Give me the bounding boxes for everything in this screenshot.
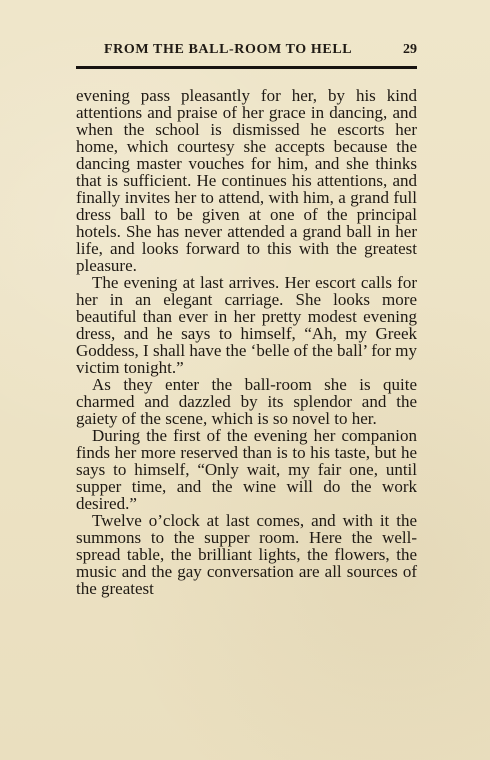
paragraph-2: The evening at last arrives. Her escort calls for her in an elegant carriage. She looks more beautiful than ever in her pretty modest evening dress, and he says to himself, “Ah, my Greek Goddess, I shall have the ‘belle of the ball’ for my victim tonight.” — [76, 273, 417, 377]
paragraph-3: As they enter the ball-room she is quite charmed and dazzled by its splendor and the gaiety of the scene, which is so novel to her. — [76, 375, 417, 428]
paragraph-5: Twelve o’clock at last comes, and with it the summons to the supper room. Here the well-spread table, the brilliant lights, the flowers, the music and the gay conversation are all sources of the greatest — [76, 511, 417, 598]
header-title: FROM THE BALL-ROOM TO HELL — [104, 42, 353, 57]
page-body — [76, 87, 417, 597]
paragraph-4: During the first of the evening her companion finds her more reserved than is to his taste, but he says to himself, “Only wait, my fair one, until supper time, and the wine will do the work desired.” — [76, 426, 417, 513]
page-number: 29 — [403, 42, 417, 57]
header-rule — [76, 66, 417, 69]
paragraph-1: evening pass pleasantly for her, by his kind attentions and praise of her grace in dancing, and when the school is dismissed he escorts her home, which courtesy she accepts because the dancing master vouches for him, and she thinks that is sufficient. He continues his attentions, and finally invites her to attend, with him, a grand full dress ball to be given at one of the principal hotels. She has never attended a grand ball in her life, and looks forward to this with the greatest pleasure. — [76, 86, 417, 275]
